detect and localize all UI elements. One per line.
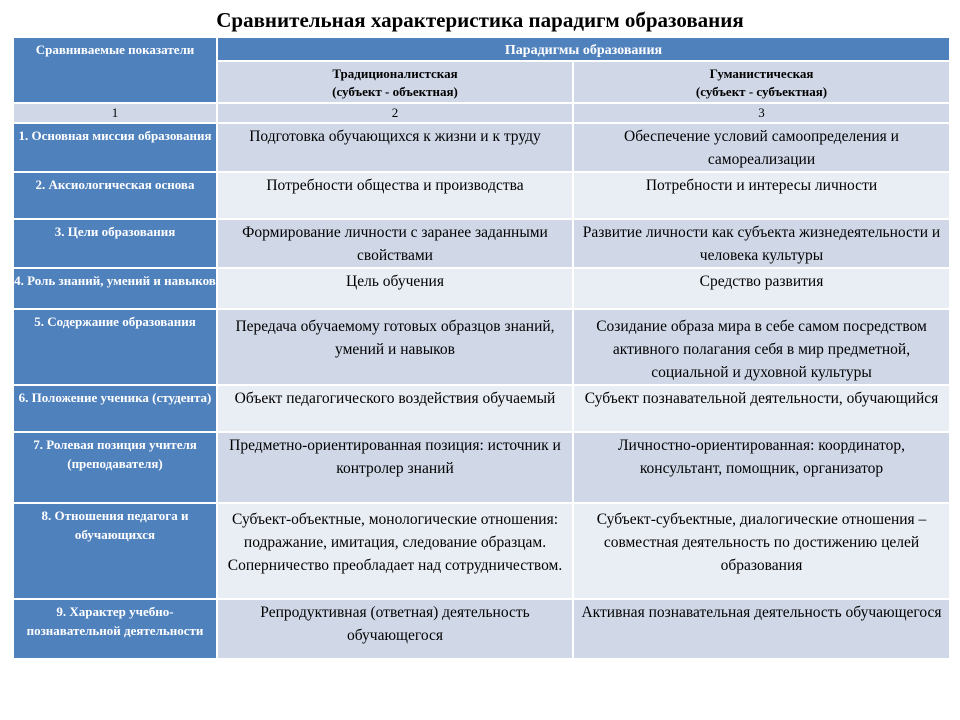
humanistic-cell: Обеспечение условий самоопределения и самореализации (573, 123, 950, 172)
traditionalist-cell: Передача обучаемому готовых образцов знаний, умений и навыков (217, 309, 573, 385)
traditionalist-cell: Репродуктивная (ответная) деятельность обучающегося (217, 599, 573, 659)
table-row (13, 219, 950, 268)
row-label: 8. Отношения педагога и обучающихся (13, 503, 217, 599)
traditionalist-cell: Формирование личности с заранее заданными свойствами (217, 219, 573, 268)
traditionalist-cell: Субъект-объектные, монологические отношения: подражание, имитация, следование образцам. Соперничество преобладает над сотрудничеством. (217, 503, 573, 599)
header-paradigms: Парадигмы образования (217, 37, 950, 61)
humanistic-cell: Развитие личности как субъекта жизнедеятельности и человека культуры (573, 219, 950, 268)
traditionalist-name: Традиционалистская (332, 66, 458, 81)
table-row (13, 432, 950, 503)
column-number-1: 1 (13, 103, 217, 123)
humanistic-name: Гуманистическая (709, 66, 814, 81)
table-row (13, 309, 950, 385)
comparison-table (12, 36, 951, 660)
humanistic-cell: Активная познавательная деятельность обучающегося (573, 599, 950, 659)
table-row (13, 123, 950, 172)
traditionalist-cell: Предметно-ориентированная позиция: источник и контролер знаний (217, 432, 573, 503)
humanistic-subtitle: (субъект - субъектная) (695, 84, 828, 99)
humanistic-cell: Потребности и интересы личности (573, 172, 950, 219)
traditionalist-cell: Объект педагогического воздействия обучаемый (217, 385, 573, 432)
table-row (13, 599, 950, 659)
humanistic-cell: Субъект познавательной деятельности, обучающийся (573, 385, 950, 432)
humanistic-cell: Средство развития (573, 268, 950, 309)
row-label: 6. Положение ученика (студента) (13, 385, 217, 432)
column-number-3: 3 (573, 103, 950, 123)
traditionalist-cell: Подготовка обучающихся к жизни и к труду (217, 123, 573, 172)
row-label: 4. Роль знаний, умений и навыков (13, 268, 217, 309)
page-title: Сравнительная характеристика парадигм образования (216, 8, 744, 32)
humanistic-cell: Субъект-субъектные, диалогические отношения – совместная деятельность по достижению целей образования (573, 503, 950, 599)
table-row (13, 385, 950, 432)
row-label: 2. Аксиологическая основа (13, 172, 217, 219)
column-number-2: 2 (217, 103, 573, 123)
row-label: 3. Цели образования (13, 219, 217, 268)
row-label: 1. Основная миссия образования (13, 123, 217, 172)
table-row (13, 268, 950, 309)
header-humanistic (573, 61, 950, 103)
header-indicators: Сравниваемые показатели (13, 37, 217, 103)
table-row (13, 172, 950, 219)
traditionalist-cell: Цель обучения (217, 268, 573, 309)
row-label: 7. Ролевая позиция учителя (преподавателя) (13, 432, 217, 503)
traditionalist-cell: Потребности общества и производства (217, 172, 573, 219)
numbers-row (13, 103, 950, 123)
humanistic-cell: Созидание образа мира в себе самом посредством активного полагания себя в мир предметной, социальной и духовной культуры (573, 309, 950, 385)
row-label: 9. Характер учебно-познавательной деятельности (13, 599, 217, 659)
header-traditionalist (217, 61, 573, 103)
traditionalist-subtitle: (субъект - объектная) (332, 84, 458, 99)
humanistic-cell: Личностно-ориентированная: координатор, консультант, помощник, организатор (573, 432, 950, 503)
table-row (13, 503, 950, 599)
header-row (13, 37, 950, 61)
row-label: 5. Содержание образования (13, 309, 217, 385)
